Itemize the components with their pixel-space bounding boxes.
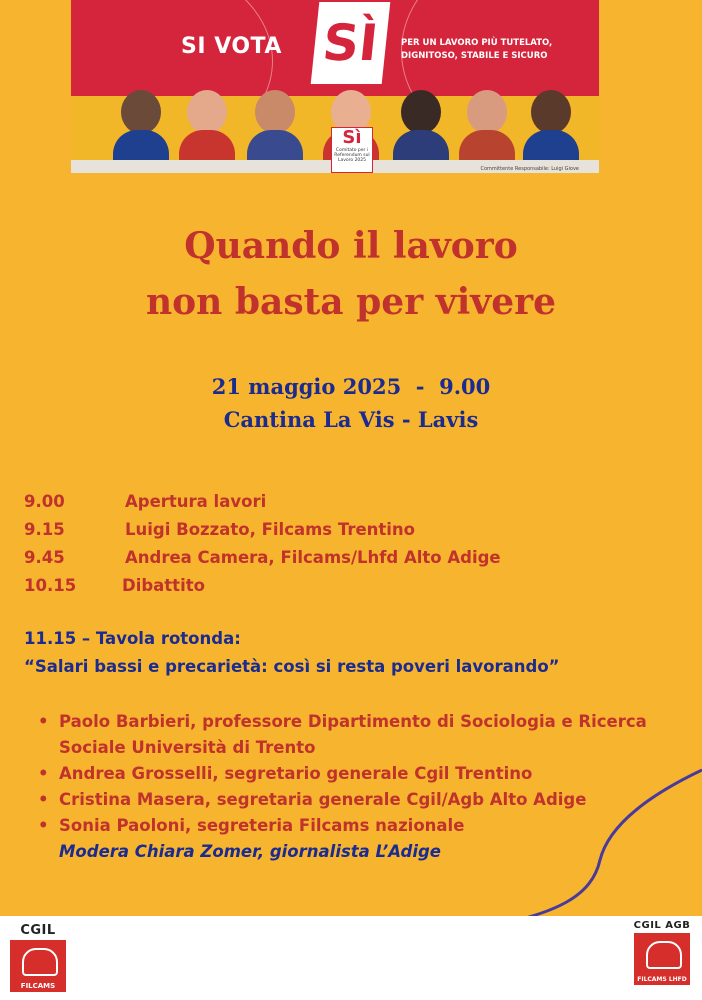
speaker-text: Sonia Paoloni, segreteria Filcams nazionale	[59, 816, 465, 835]
speaker-item	[38, 787, 688, 813]
program-desc: Dibattito	[122, 576, 205, 595]
speaker-text-cont: Sociale Università di Trento	[59, 738, 316, 757]
speaker-text: Andrea Grosselli, segretario generale Cgil Trentino	[59, 764, 533, 783]
filcams-lhfd-logo-icon	[634, 933, 690, 985]
speaker-list	[38, 709, 688, 865]
speaker-item	[38, 761, 688, 787]
event-when	[0, 370, 702, 436]
cgil-filcams-logo	[10, 923, 66, 992]
logo-figure-icon	[22, 948, 58, 976]
round-table	[24, 625, 560, 681]
event-title-line2: non basta per vivere	[145, 281, 556, 323]
banner-responsible: Committente Responsabile: Luigi Giove	[480, 166, 579, 172]
round-table-quote: “Salari bassi e precarietà: così si resta poveri lavorando”	[24, 657, 560, 676]
moderator: Modera Chiara Zomer, giornalista L’Adige	[59, 842, 441, 861]
speaker-item	[38, 709, 688, 761]
program-desc: Apertura lavori	[125, 492, 267, 511]
bullet: •	[38, 790, 49, 809]
banner-big-word: SÌ	[311, 2, 390, 84]
cgil-agb-label: CGIL AGB	[633, 920, 691, 931]
filcams-logo-icon	[10, 940, 66, 992]
event-location: Cantina La Vis - Lavis	[223, 407, 479, 432]
speaker-item	[38, 813, 688, 839]
filcams-label: FILCAMS	[20, 982, 56, 990]
filcams-lhfd-label: FILCAMS LHFD	[637, 976, 687, 983]
banner-tagline: PER UN LAVORO PIÙ TUTELATO, DIGNITOSO, STABILE E SICURO	[401, 38, 553, 61]
bullet: •	[38, 816, 49, 835]
program-time: 10.15	[24, 576, 77, 595]
cgil-agb-logo	[630, 920, 694, 985]
event-title-line1: Quando il lavoro	[184, 225, 518, 267]
bullet: •	[38, 764, 49, 783]
bullet: •	[38, 712, 49, 731]
banner-headline: SI VOTA	[181, 34, 282, 59]
event-title	[0, 218, 702, 330]
speaker-text: Cristina Masera, segretaria generale Cgil/Agb Alto Adige	[59, 790, 587, 809]
program-time: 9.15	[24, 520, 65, 539]
footer	[0, 916, 702, 1000]
logo-figure-icon	[646, 941, 682, 969]
speaker-text: Paolo Barbieri, professore Dipartimento di Sociologia e Ricerca	[59, 712, 647, 731]
cgil-label: CGIL	[20, 923, 56, 938]
event-date-time: 21 maggio 2025 - 9.00	[211, 374, 491, 399]
program-time: 9.45	[24, 548, 65, 567]
referendum-logo-mark: Sì	[342, 127, 362, 148]
program-desc: Luigi Bozzato, Filcams Trentino	[125, 520, 416, 539]
program-desc: Andrea Camera, Filcams/Lhfd Alto Adige	[125, 548, 501, 567]
program-time: 9.00	[24, 492, 65, 511]
round-table-heading: 11.15 – Tavola rotonda:	[24, 629, 241, 648]
referendum-logo-text: Comitato per i Referendum sul Lavoro 2025	[334, 148, 370, 163]
